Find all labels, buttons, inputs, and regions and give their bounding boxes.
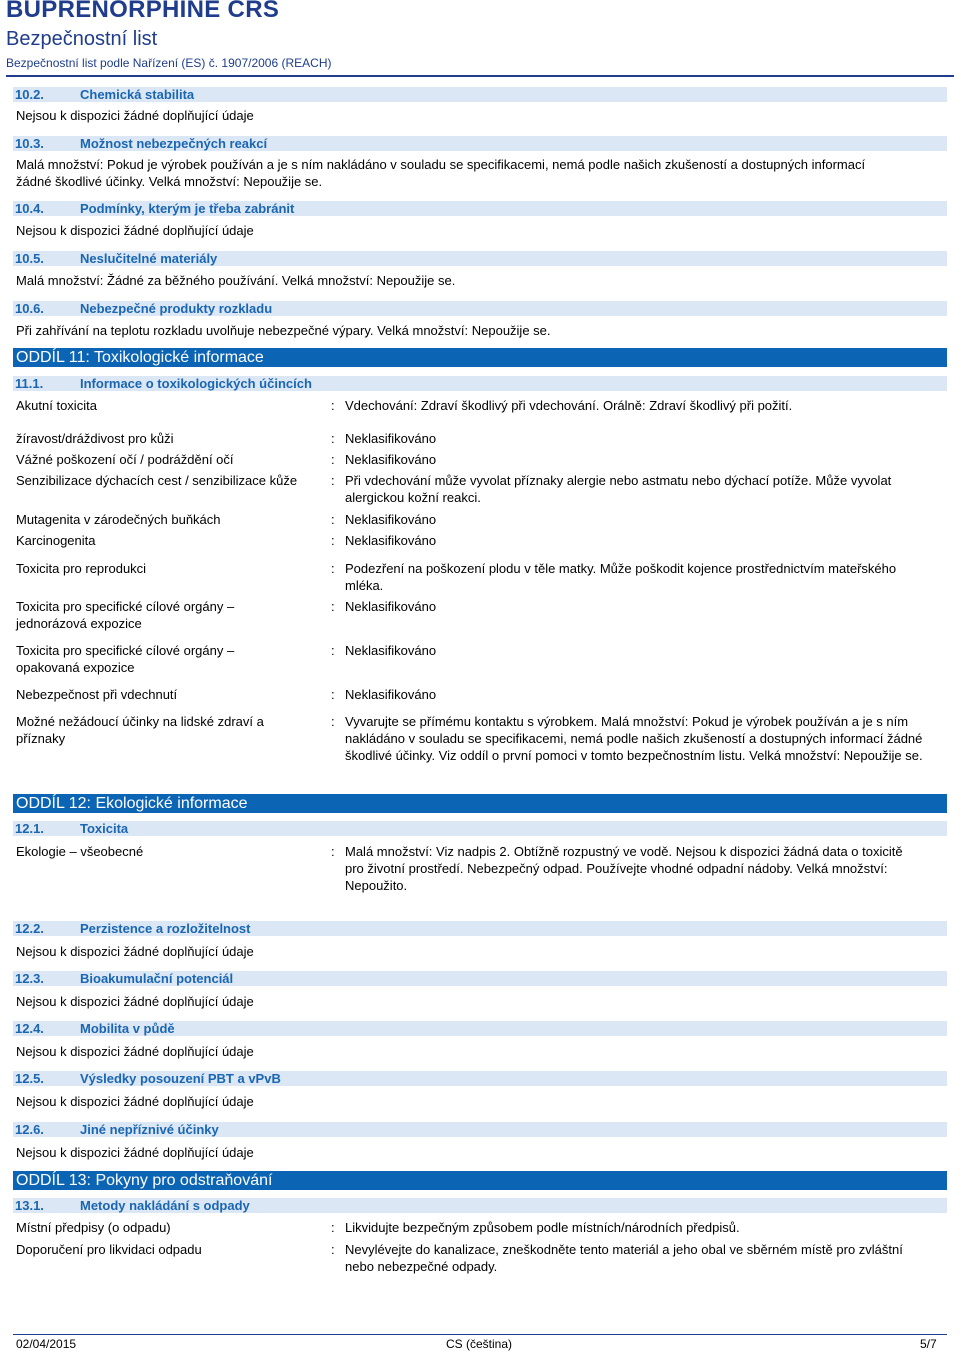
property-value: Podezření na poškození plodu v těle matky. Může poškodit kojence prostřednictvím mateřského mléka.: [345, 561, 897, 593]
separator: :: [331, 431, 335, 446]
property-value: Nevylévejte do kanalizace, zneškodněte tento materiál a jeho obal ve sběrném místě pro zvláštní nebo nebezpečné odpady.: [345, 1242, 903, 1274]
separator: :: [331, 1220, 335, 1235]
property-label: Toxicita pro specifické cílové orgány – opakovaná expozice: [16, 643, 235, 675]
property-value: Neklasifikováno: [345, 687, 437, 702]
separator: :: [331, 714, 335, 729]
section-13-heading: [13, 1171, 947, 1190]
separator: :: [331, 452, 335, 467]
subsection-number: 12.2.: [15, 921, 44, 936]
subsection-number: 12.5.: [15, 1071, 44, 1086]
paragraph: Nejsou k dispozici žádné doplňující údaje: [16, 1094, 254, 1109]
property-label: Místní předpisy (o odpadu): [16, 1220, 171, 1235]
property-value: Neklasifikováno: [345, 533, 437, 548]
subsection-title: Podmínky, kterým je třeba zabránit: [80, 201, 295, 216]
separator: :: [331, 398, 335, 413]
subsection-title: Možnost nebezpečných reakcí: [80, 136, 268, 151]
subsection-11-1: [13, 376, 947, 391]
subsection-number: 12.4.: [15, 1021, 44, 1036]
separator: :: [331, 599, 335, 614]
section-title: ODDÍL 13: Pokyny pro odstraňování: [16, 1172, 273, 1189]
footer-language: CS (čeština): [446, 1337, 513, 1351]
subsection-12-6: [13, 1122, 947, 1137]
subsection-10-5: [13, 251, 947, 266]
paragraph: Nejsou k dispozici žádné doplňující údaje: [16, 1145, 254, 1160]
document-title: BUPRENORPHINE CRS: [6, 0, 280, 23]
subsection-title: Výsledky posouzení PBT a vPvB: [80, 1071, 281, 1086]
footer-divider: [13, 1334, 947, 1335]
paragraph: Malá množství: Pokud je výrobek používán a je s ním nakládáno v souladu se specifikacemi, nemá podle našich zkušeností a dostupných informací: [16, 157, 866, 172]
subsection-number: 10.4.: [15, 201, 44, 216]
property-label: Doporučení pro likvidaci odpadu: [16, 1242, 202, 1257]
subsection-10-4: [13, 201, 947, 216]
paragraph: Malá množství: Žádné za běžného používání. Velká množství: Nepoužije se.: [16, 273, 456, 288]
property-label: Nebezpečnost při vdechnutí: [16, 687, 178, 702]
separator: :: [331, 687, 335, 702]
separator: :: [331, 561, 335, 576]
subsection-12-4: [13, 1021, 947, 1036]
subsection-title: Toxicita: [80, 821, 129, 836]
property-label: Toxicita pro reprodukci: [16, 561, 147, 576]
subsection-number: 10.3.: [15, 136, 44, 151]
subsection-10-3: [13, 136, 947, 151]
paragraph: žádné škodlivé účinky. Velká množství: Nepoužije se.: [16, 174, 323, 189]
property-value: Při vdechování může vyvolat příznaky alergie nebo astmatu nebo dýchací potíže. Může vyvolat alergickou kožní reakci.: [345, 473, 892, 505]
subsection-number: 11.1.: [15, 376, 44, 391]
subsection-number: 12.1.: [15, 821, 44, 836]
separator: :: [331, 1242, 335, 1257]
header-divider: [6, 75, 954, 77]
section-11-heading: [13, 348, 947, 367]
section-title: ODDÍL 11: Toxikologické informace: [16, 349, 264, 366]
subsection-12-3: [13, 971, 947, 986]
property-label: Akutní toxicita: [16, 398, 97, 413]
subsection-title: Bioakumulační potenciál: [80, 971, 234, 986]
footer-page-number: 5/7: [920, 1337, 937, 1351]
subsection-number: 10.6.: [15, 301, 44, 316]
subsection-number: 12.6.: [15, 1122, 44, 1137]
property-value: Neklasifikováno: [345, 599, 437, 614]
separator: :: [331, 473, 335, 488]
property-value: Neklasifikováno: [345, 512, 437, 527]
subsection-13-1: [13, 1198, 947, 1213]
subsection-10-6: [13, 301, 947, 316]
paragraph: Nejsou k dispozici žádné doplňující údaje: [16, 994, 254, 1009]
subsection-12-2: [13, 921, 947, 936]
regulation-line: Bezpečnostní list podle Nařízení (ES) č. 1907/2006 (REACH): [6, 56, 332, 70]
property-label: Mutagenita v zárodečných buňkách: [16, 512, 221, 527]
property-value: Malá množství: Viz nadpis 2. Obtížně rozpustný ve vodě. Nejsou k dispozici žádná data o toxicitě pro životní prostředí. Nebezpečný odpad. Používejte vhodné odpadní nádoby. Velká množství: Nepoužito.: [345, 844, 903, 893]
subsection-title: Chemická stabilita: [80, 87, 195, 102]
footer-date: 02/04/2015: [16, 1337, 77, 1351]
document-type: Bezpečnostní list: [6, 28, 158, 50]
property-value: Vyvarujte se přímému kontaktu s výrobkem. Malá množství: Pokud je výrobek používán a je s ním nakládáno v souladu se specifikacemi, nemá podle našich zkušeností a dostupných informací žádné škodlivé účinky. Viz oddíl o první pomoci v tomto bezpečnostním listu. Velká množství: Nepoužije se.: [345, 714, 923, 763]
property-label: žíravost/dráždivost pro kůži: [16, 431, 174, 446]
subsection-title: Informace o toxikologických účincích: [80, 376, 312, 391]
subsection-12-5: [13, 1071, 947, 1086]
separator: :: [331, 512, 335, 527]
paragraph: Nejsou k dispozici žádné doplňující údaje: [16, 944, 254, 959]
property-value: Vdechování: Zdraví škodlivý při vdechování. Orálně: Zdraví škodlivý při požití.: [345, 398, 793, 413]
subsection-number: 10.2.: [15, 87, 44, 102]
property-value: Neklasifikováno: [345, 452, 437, 467]
subsection-10-2: [13, 87, 947, 102]
paragraph: Nejsou k dispozici žádné doplňující údaje: [16, 223, 254, 238]
subsection-number: 10.5.: [15, 251, 44, 266]
subsection-title: Perzistence a rozložitelnost: [80, 921, 251, 936]
separator: :: [331, 643, 335, 658]
separator: :: [331, 844, 335, 859]
property-value: Likvidujte bezpečným způsobem podle místních/národních předpisů.: [345, 1220, 740, 1235]
section-12-heading: [13, 794, 947, 813]
paragraph: Při zahřívání na teplotu rozkladu uvolňuje nebezpečné výpary. Velká množství: Nepoužije se.: [16, 323, 551, 338]
subsection-title: Nebezpečné produkty rozkladu: [80, 301, 273, 316]
section-title: ODDÍL 12: Ekologické informace: [16, 795, 248, 812]
property-label: Senzibilizace dýchacích cest / senzibilizace kůže: [16, 473, 298, 488]
property-value: Neklasifikováno: [345, 643, 437, 658]
subsection-title: Mobilita v půdě: [80, 1021, 175, 1036]
subsection-title: Neslučitelné materiály: [80, 251, 218, 266]
property-label: Vážné poškození očí / podráždění očí: [16, 452, 234, 467]
property-value: Neklasifikováno: [345, 431, 437, 446]
subsection-title: Jiné nepříznivé účinky: [80, 1122, 219, 1137]
property-label: Toxicita pro specifické cílové orgány – jednorázová expozice: [16, 599, 235, 631]
subsection-number: 13.1.: [15, 1198, 44, 1213]
paragraph: Nejsou k dispozici žádné doplňující údaje: [16, 1044, 254, 1059]
separator: :: [331, 533, 335, 548]
property-label: Možné nežádoucí účinky na lidské zdraví a příznaky: [16, 714, 264, 746]
subsection-12-1: [13, 821, 947, 836]
paragraph: Nejsou k dispozici žádné doplňující údaje: [16, 108, 254, 123]
property-label: Karcinogenita: [16, 533, 96, 548]
subsection-title: Metody nakládání s odpady: [80, 1198, 250, 1213]
property-label: Ekologie – všeobecné: [16, 844, 144, 859]
subsection-number: 12.3.: [15, 971, 44, 986]
